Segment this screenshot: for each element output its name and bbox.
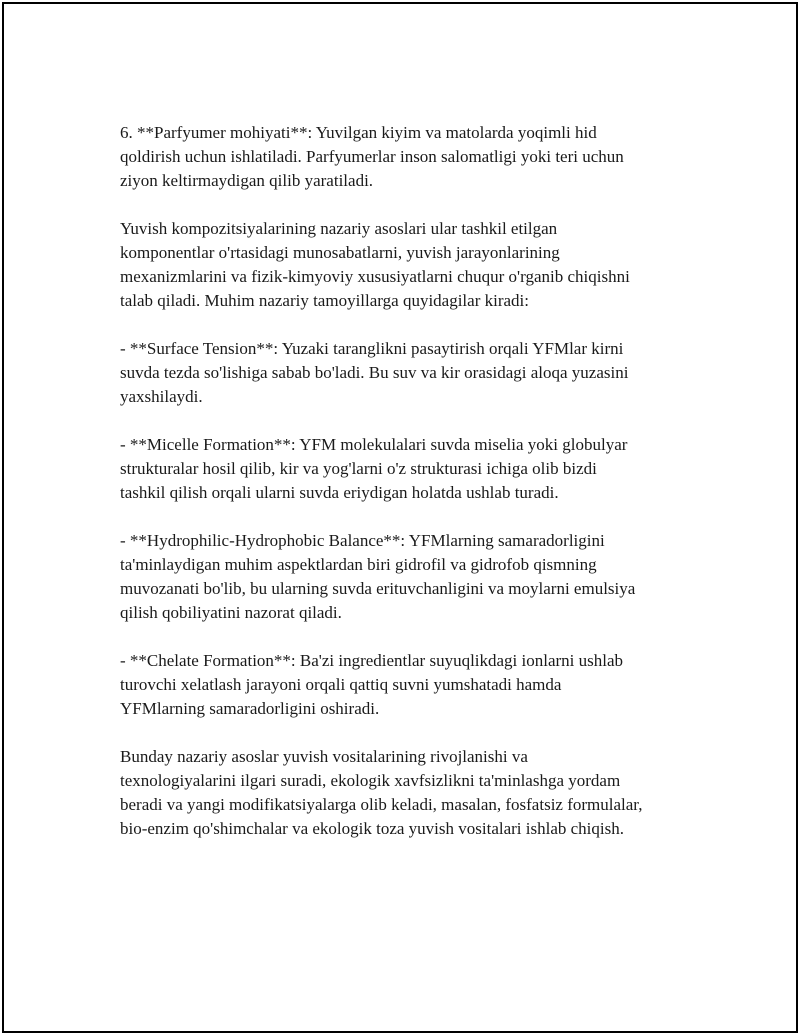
text-line: YFMlarning samaradorligini oshiradi.: [120, 699, 380, 718]
text-line: texnologiyalarini ilgari suradi, ekologik xavfsizlikni ta'minlashga yordam: [120, 771, 621, 790]
text-line: - **Micelle Formation**: YFM molekulalari suvda miselia yoki globulyar: [120, 435, 628, 454]
text-line: - **Hydrophilic-Hydrophobic Balance**: YFMlarning samaradorligini: [120, 531, 605, 550]
text-line: suvda tezda so'lishiga sabab bo'ladi. Bu suv va kir orasidagi aloqa yuzasini: [120, 363, 629, 382]
document-body: [120, 121, 700, 865]
paragraph-micelle-formation: [120, 433, 700, 505]
paragraph-chelate-formation: [120, 649, 700, 721]
text-line: talab qiladi. Muhim nazariy tamoyillarga quyidagilar kiradi:: [120, 291, 529, 310]
text-line: ta'minlaydigan muhim aspektlardan biri gidrofil va gidrofob qismning: [120, 555, 597, 574]
text-line: qilish qobiliyatini nazorat qiladi.: [120, 603, 342, 622]
text-line: muvozanati bo'lib, bu ularning suvda erituvchanligini va moylarni emulsiya: [120, 579, 636, 598]
paragraph-perfume: [120, 121, 700, 193]
paragraph-conclusion: [120, 745, 700, 841]
text-line: komponentlar o'rtasidagi munosabatlarni, yuvish jarayonlarining: [120, 243, 560, 262]
text-line: beradi va yangi modifikatsiyalarga olib keladi, masalan, fosfatsiz formulalar,: [120, 795, 643, 814]
text-line: strukturalar hosil qilib, kir va yog'larni o'z strukturasi ichiga olib bizdi: [120, 459, 597, 478]
text-line: - **Surface Tension**: Yuzaki taranglikni pasaytirish orqali YFMlar kirni: [120, 339, 624, 358]
paragraph-theory-intro: [120, 217, 700, 313]
text-line: 6. **Parfyumer mohiyati**: Yuvilgan kiyim va matolarda yoqimli hid: [120, 123, 597, 142]
text-line: ziyon keltirmaydigan qilib yaratiladi.: [120, 171, 374, 190]
text-line: - **Chelate Formation**: Ba'zi ingredientlar suyuqlikdagi ionlarni ushlab: [120, 651, 624, 670]
text-line: qoldirish uchun ishlatiladi. Parfyumerlar inson salomatligi yoki teri uchun: [120, 147, 624, 166]
text-line: mexanizmlarini va fizik-kimyoviy xususiyatlarni chuqur o'rganib chiqishni: [120, 267, 630, 286]
paragraph-hlb: [120, 529, 700, 625]
page-frame: [2, 2, 798, 1033]
text-line: tashkil qilish orqali ularni suvda eriydigan holatda ushlab turadi.: [120, 483, 559, 502]
text-line: bio-enzim qo'shimchalar va ekologik toza yuvish vositalari ishlab chiqish.: [120, 819, 624, 838]
paragraph-surface-tension: [120, 337, 700, 409]
text-line: Yuvish kompozitsiyalarining nazariy asoslari ular tashkil etilgan: [120, 219, 558, 238]
text-line: Bunday nazariy asoslar yuvish vositalarining rivojlanishi va: [120, 747, 528, 766]
text-line: yaxshilaydi.: [120, 387, 203, 406]
text-line: turovchi xelatlash jarayoni orqali qattiq suvni yumshatadi hamda: [120, 675, 562, 694]
